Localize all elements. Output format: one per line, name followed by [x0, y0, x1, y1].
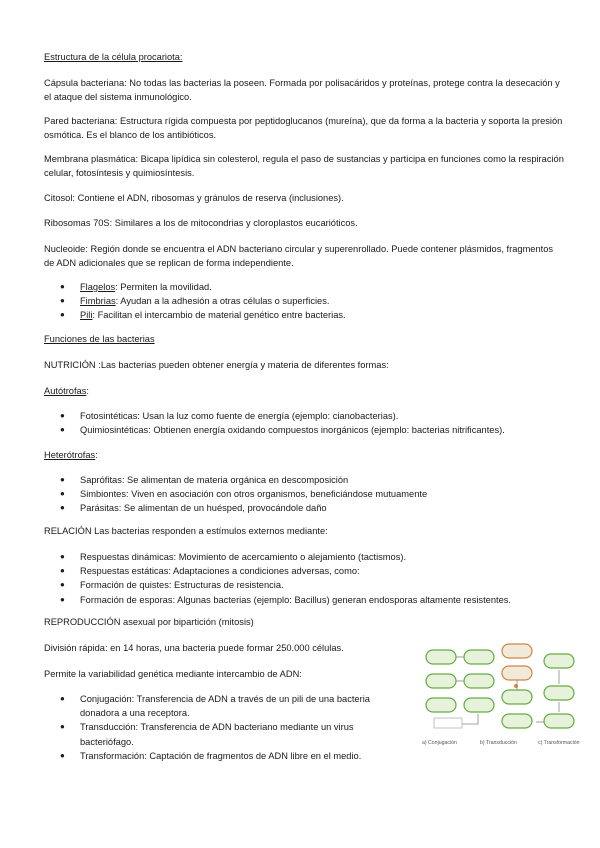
heading-heterotrofas: Heterótrofas: — [44, 450, 98, 460]
heterotrofas-list — [44, 473, 564, 516]
heading-autotrofas: Autótrofas: — [44, 386, 89, 396]
list-item: ● Flagelos: Permiten la movilidad. — [44, 280, 564, 294]
list-item: ● Conjugación: Transferencia de ADN a través de un pili de una bacteria donadora a una receptora. — [44, 692, 404, 720]
paragraph-variabilidad: Permite la variabilidad genética mediante intercambio de ADN: — [44, 669, 302, 679]
paragraph-division: División rápida: en 14 horas, una bacteria puede formar 250.000 células. — [44, 643, 344, 653]
label-transduccion: b) Transducción — [480, 740, 517, 746]
paragraph-nucleoide: Nucleoide: Región donde se encuentra el ADN bacteriano circular y superenrollado. Puede contener plásmidos, fragmentos de ADN adicionales que se replican de forma independiente. — [44, 244, 554, 269]
label-conjugacion: a) Conjugación — [422, 740, 457, 746]
relacion-list — [44, 550, 564, 607]
section-title-funciones: Funciones de las bacterias — [44, 334, 155, 344]
paragraph-membrana: Membrana plasmática: Bicapa lipídica sin colesterol, regula el paso de sustancias y participa en funciones como la respiración celular, fotosíntesis y quimiosíntesis. — [44, 154, 564, 179]
list-item: ● Formación de esporas: Algunas bacterias (ejemplo: Bacillus) generan endosporas altamente resistentes. — [44, 593, 564, 607]
list-item: ● Saprófitas: Se alimentan de materia orgánica en descomposición — [44, 473, 564, 487]
list-item: ● Respuestas dinámicas: Movimiento de acercamiento o alejamiento (tactismos). — [44, 550, 564, 564]
paragraph-ribosomas: Ribosomas 70S: Similares a los de mitocondrias y cloroplastos eucarióticos. — [44, 218, 358, 228]
list-item: ● Transformación: Captación de fragmentos de ADN libre en el medio. — [44, 749, 404, 763]
list-item: ● Pili: Facilitan el intercambio de material genético entre bacterias. — [44, 308, 564, 322]
paragraph-reproduccion: REPRODUCCIÓN asexual por bipartición (mitosis) — [44, 617, 254, 627]
list-item: ● Respuestas estáticas: Adaptaciones a condiciones adversas, como: — [44, 564, 564, 578]
list-item: ● Simbiontes: Viven en asociación con otros organismos, beneficiándose mutuamente — [44, 487, 564, 501]
paragraph-pared: Pared bacteriana: Estructura rígida compuesta por peptidoglucanos (mureína), que da forma a la bacteria y soporta la presión osmótica. Es el blanco de los antibióticos. — [44, 116, 563, 141]
section-title-estructura: Estructura de la célula procariota: — [44, 52, 183, 62]
list-item: ● Transducción: Transferencia de ADN bacteriano mediante un virus bacteriófago. — [44, 720, 404, 748]
appendages-list — [44, 280, 564, 323]
genetic-exchange-diagram — [418, 636, 584, 748]
paragraph-relacion: RELACIÓN Las bacterias responden a estímulos externos mediante: — [44, 526, 328, 536]
paragraph-capsula: Cápsula bacteriana: No todas las bacterias la poseen. Formada por polisacáridos y proteínas, protege contra la desecación y el ataque del sistema inmunológico. — [44, 78, 560, 103]
list-item: ● Formación de quistes: Estructuras de resistencia. — [44, 578, 564, 592]
paragraph-citosol: Citosol: Contiene el ADN, ribosomas y gránulos de reserva (inclusiones). — [44, 193, 344, 203]
autotrofas-list — [44, 409, 564, 437]
list-item: ● Fimbrias: Ayudan a la adhesión a otras células o superficies. — [44, 294, 564, 308]
label-transformacion: c) Transformación — [538, 740, 580, 746]
list-item: ● Quimiosintéticas: Obtienen energía oxidando compuestos inorgánicos (ejemplo: bacterias nitrificantes). — [44, 423, 564, 437]
intercambio-list — [44, 692, 404, 763]
paragraph-nutricion: NUTRICIÓN :Las bacterias pueden obtener energía y materia de diferentes formas: — [44, 360, 389, 370]
list-item: ● Fotosintéticas: Usan la luz como fuente de energía (ejemplo: cianobacterias). — [44, 409, 564, 423]
list-item: ● Parásitas: Se alimentan de un huésped, provocándole daño — [44, 501, 564, 515]
